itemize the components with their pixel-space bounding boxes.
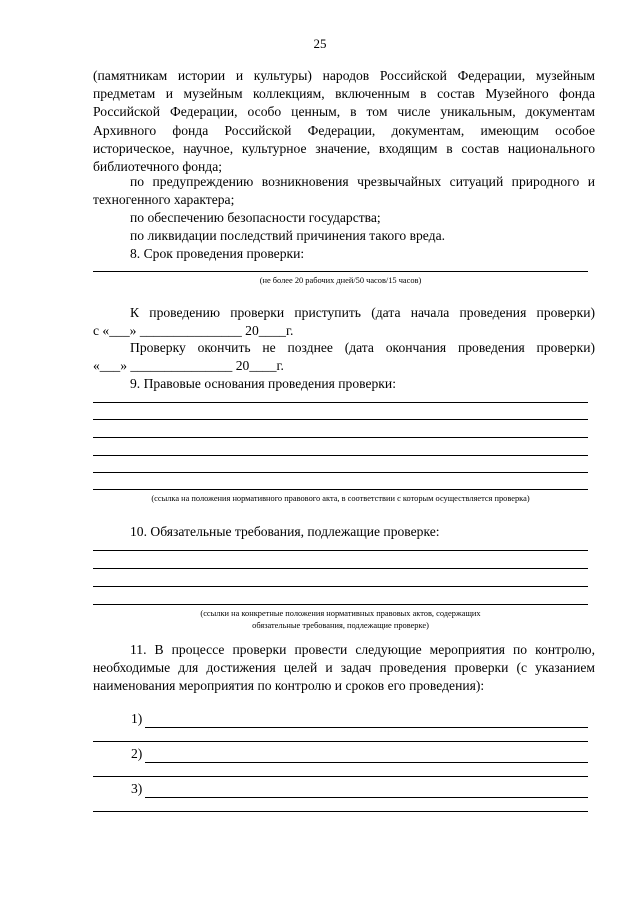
item-emergency: по предупреждению возникновения чрезвычайных ситуаций природного и техногенного характера; xyxy=(93,174,595,208)
section10-line-2[interactable] xyxy=(93,568,588,569)
section11-item-2-line-2[interactable] xyxy=(93,776,588,777)
section11-item-2[interactable] xyxy=(93,745,595,763)
section11-item-1[interactable] xyxy=(93,710,595,728)
section10-caption-line-1: (ссылки на конкретные положения нормативных правовых актов, содержащих xyxy=(200,609,481,618)
section11-item-3-fill[interactable] xyxy=(145,783,588,798)
section8-caption: (не более 20 рабочих дней/50 часов/15 часов) xyxy=(259,276,422,285)
section11-item-1-line-2[interactable] xyxy=(93,741,588,742)
item-security: по обеспечению безопасности государства; xyxy=(130,210,381,225)
section8-title: 8. Срок проведения проверки: xyxy=(130,246,305,261)
section11-item-3[interactable] xyxy=(93,780,595,798)
section9-line-3[interactable] xyxy=(93,437,588,438)
section10-line-4[interactable] xyxy=(93,604,588,605)
end-date-label: Проверку окончить не позднее (дата окончания проведения проверки) xyxy=(130,340,595,355)
section11-item-3-label: 3) xyxy=(131,781,143,796)
section9-line-6[interactable] xyxy=(93,489,588,490)
item-liquidation: по ликвидации последствий причинения такого вреда. xyxy=(130,228,446,243)
page-number: 25 xyxy=(313,36,327,51)
section10-line-1[interactable] xyxy=(93,550,588,551)
end-date-field[interactable]: «___» _______________ 20____г. xyxy=(93,358,284,373)
start-date-field[interactable]: с «___» _______________ 20____г. xyxy=(93,323,294,338)
section9-caption: (ссылка на положения нормативного правового акта, в соответствии с которым осуществляется проверка) xyxy=(151,494,530,503)
intro-paragraph: (памятникам истории и культуры) народов Российской Федерации, музейным предметам и музейным коллекциям, включенным в состав Музейного фонда Российской Федерации, особо ценным, в том числе уникальным, документам Архивного фонда Российской Федерации, документам, имеющим особое историческое, научное, культурное значение, входящим в состав национального библиотечного фонда; xyxy=(93,68,595,175)
section10-line-3[interactable] xyxy=(93,586,588,587)
section8-fill-line[interactable] xyxy=(93,271,588,272)
section10-caption-line-2: обязательные требования, подлежащие проверке) xyxy=(252,621,429,630)
section11-item-3-line-2[interactable] xyxy=(93,811,588,812)
section11-item-2-fill[interactable] xyxy=(145,748,588,763)
section11-item-1-fill[interactable] xyxy=(145,713,588,728)
section9-line-2[interactable] xyxy=(93,419,588,420)
start-date-label: К проведению проверки приступить (дата начала проведения проверки) xyxy=(130,305,595,320)
section9-line-4[interactable] xyxy=(93,455,588,456)
section9-line-5[interactable] xyxy=(93,472,588,473)
section11-title: 11. В процессе проверки провести следующие мероприятия по контролю, необходимые для достижения целей и задач проведения проверки (с указанием наименования мероприятия по контролю и сроков его проведения): xyxy=(93,642,595,694)
section10-title: 10. Обязательные требования, подлежащие проверке: xyxy=(130,524,440,539)
section11-item-1-label: 1) xyxy=(131,711,143,726)
section11-item-2-label: 2) xyxy=(131,746,143,761)
section9-title: 9. Правовые основания проведения проверки: xyxy=(130,376,396,391)
section9-line-1[interactable] xyxy=(93,402,588,403)
